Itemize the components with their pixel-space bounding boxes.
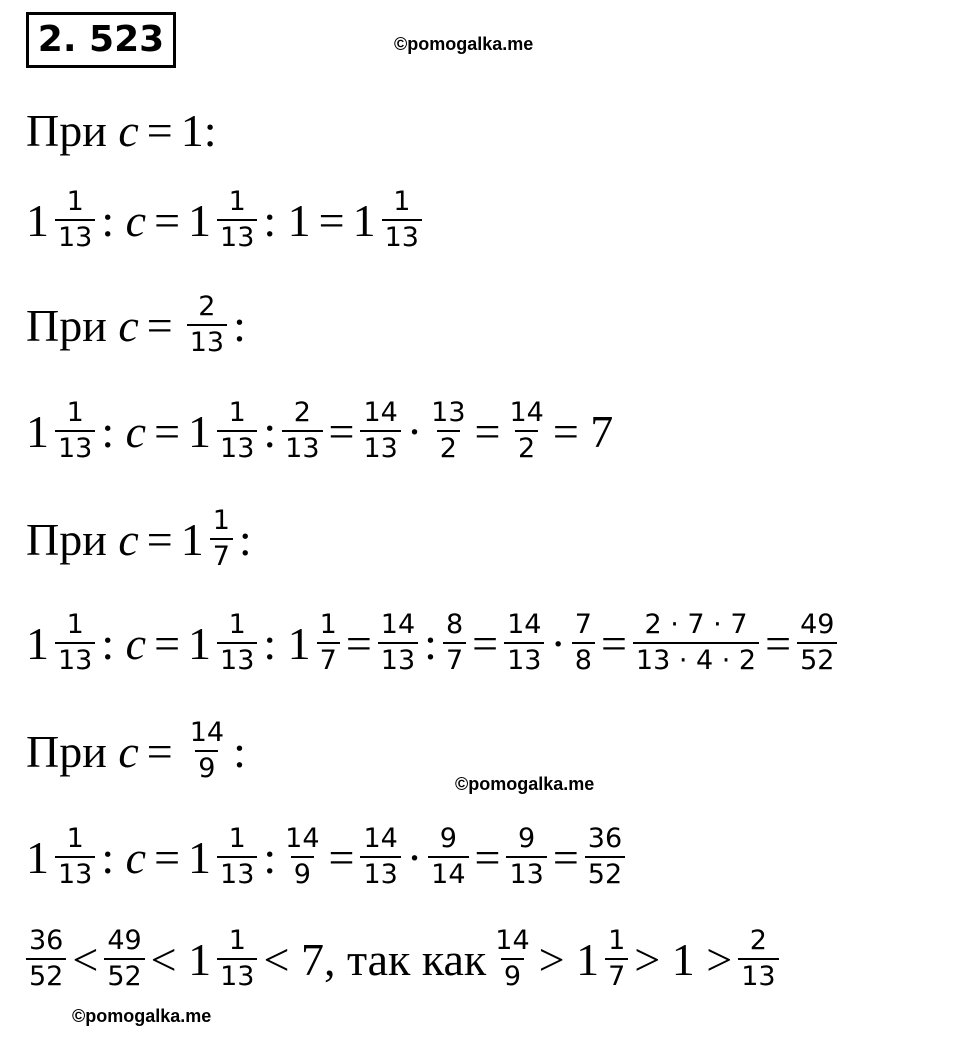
denominator: 52: [585, 856, 625, 892]
numerator: 1: [66, 397, 84, 428]
op-gt: >: [634, 933, 661, 985]
denominator: 13: [217, 430, 257, 466]
var-c: c: [118, 105, 139, 156]
op-colon: :: [424, 617, 437, 669]
var-c: c: [118, 725, 139, 777]
denominator: 13: [217, 219, 257, 255]
fraction: [55, 185, 95, 255]
numerator: 1: [228, 186, 246, 217]
op-cdot: ·: [406, 405, 423, 457]
op-lt: <: [263, 933, 290, 985]
op-lt: <: [150, 933, 177, 985]
condition-4: [26, 716, 246, 786]
denominator: 8: [572, 642, 595, 678]
fraction: [428, 822, 468, 892]
whole-one: 1: [188, 831, 212, 883]
numerator: 1: [66, 823, 84, 854]
whole-one: 1: [188, 617, 212, 669]
denominator: 7: [443, 642, 466, 678]
numerator: 2: [749, 925, 767, 956]
fraction: [504, 608, 544, 678]
denominator: 52: [26, 958, 66, 994]
op-colon: :: [263, 194, 277, 246]
numerator: 36: [587, 823, 623, 854]
op-colon: :: [233, 299, 246, 351]
fraction: [187, 290, 227, 360]
op-colon: :: [101, 617, 115, 669]
numerator: 1: [212, 505, 230, 536]
numerator: 14: [189, 717, 225, 748]
denominator: 14: [428, 856, 468, 892]
numerator: 14: [507, 609, 542, 640]
num-seven: 7: [300, 933, 324, 985]
equation-1: [26, 185, 428, 255]
denominator: 13: [282, 430, 322, 466]
condition-3: [26, 504, 252, 574]
numerator: 2: [198, 291, 216, 322]
word-pri: При: [26, 105, 107, 156]
fraction: [360, 822, 400, 892]
fraction: [217, 924, 257, 994]
numerator: 14: [380, 609, 416, 640]
whole-one: 1: [188, 405, 212, 457]
denominator: 7: [317, 642, 340, 678]
fraction: [443, 608, 466, 678]
op-eq: =: [146, 105, 173, 156]
whole-one: 1: [26, 405, 49, 457]
fraction: [282, 396, 322, 466]
op-colon: :: [238, 513, 252, 565]
fraction: [26, 924, 66, 994]
whole-one: 1: [26, 617, 49, 669]
whole-one: 1: [188, 933, 212, 985]
op-colon: :: [233, 725, 246, 777]
equation-4: [26, 822, 631, 892]
numerator: 1: [319, 609, 337, 640]
numerator: 14: [363, 823, 398, 854]
fraction: [506, 396, 546, 466]
fraction: [428, 396, 468, 466]
fraction: [55, 396, 95, 466]
equation-3: [26, 608, 843, 678]
fraction: [506, 822, 546, 892]
op-eq: =: [154, 831, 181, 883]
watermark-top: ©pomogalka.me: [394, 34, 534, 54]
op-cdot: ·: [550, 617, 566, 669]
var-c: c: [118, 513, 139, 565]
denominator: 13: [360, 856, 400, 892]
fraction: [317, 608, 340, 678]
numerator: 1: [228, 823, 246, 854]
whole-one: 1: [180, 513, 204, 565]
op-colon: :: [263, 831, 277, 883]
denominator: 13: [738, 958, 778, 994]
numerator: 8: [445, 609, 464, 640]
numerator: 14: [495, 925, 530, 956]
op-eq: =: [328, 405, 355, 457]
fraction: [55, 822, 95, 892]
op-lt: <: [72, 933, 99, 985]
fraction: [187, 716, 227, 786]
op-eq: =: [318, 194, 345, 246]
op-colon: :: [101, 194, 115, 246]
numerator: 1: [608, 925, 626, 956]
op-cdot: ·: [406, 831, 423, 883]
op-colon: :: [101, 831, 115, 883]
denominator: 52: [104, 958, 144, 994]
fraction: [55, 608, 95, 678]
word-pri: При: [26, 725, 107, 777]
fraction: [104, 924, 144, 994]
denominator: 13: [217, 642, 257, 678]
fraction: [217, 822, 257, 892]
var-c: c: [125, 831, 147, 883]
denominator: 13: [55, 219, 95, 255]
denominator: 2: [437, 430, 460, 466]
fraction: [738, 924, 778, 994]
op-eq: =: [472, 617, 499, 669]
watermark-middle: ©pomogalka.me: [455, 774, 595, 794]
fraction: [492, 924, 532, 994]
op-eq: =: [600, 617, 627, 669]
denominator: 13: [382, 219, 422, 255]
numerator: 14: [363, 397, 398, 428]
numerator: 1: [66, 186, 84, 217]
denominator: 2: [515, 430, 538, 466]
denominator: 13: [378, 642, 418, 678]
numerator: 14: [285, 823, 320, 854]
fraction: [797, 608, 837, 678]
op-gt: >: [706, 933, 733, 985]
denominator: 13: [504, 642, 544, 678]
numerator: 1: [393, 186, 411, 217]
fraction: [210, 504, 233, 574]
op-eq: =: [154, 617, 181, 669]
op-eq: =: [328, 831, 355, 883]
denominator: 13 · 4 · 2: [633, 642, 759, 678]
denominator: 7: [605, 958, 628, 994]
op-eq: =: [345, 617, 372, 669]
whole-one: 1: [576, 933, 600, 985]
numerator: 7: [574, 609, 592, 640]
numerator: 14: [509, 397, 544, 428]
op-eq: =: [474, 831, 501, 883]
denominator: 13: [217, 958, 257, 994]
denominator: 9: [291, 856, 314, 892]
fraction: [572, 608, 595, 678]
fraction: [217, 608, 257, 678]
numerator: 49: [800, 609, 835, 640]
numerator: 13: [431, 397, 466, 428]
comparison: [20, 924, 785, 994]
fraction: [378, 608, 418, 678]
fraction: [585, 822, 625, 892]
op-eq: =: [474, 405, 501, 457]
var-c: c: [125, 194, 147, 246]
numerator: 1: [228, 925, 246, 956]
op-eq: =: [154, 194, 181, 246]
op-colon: :: [263, 405, 277, 457]
numerator: 9: [518, 823, 536, 854]
numerator: 1: [66, 609, 84, 640]
op-gt: >: [538, 933, 565, 985]
result-seven: 7: [590, 405, 614, 457]
fraction: [217, 396, 257, 466]
denominator: 13: [187, 324, 227, 360]
denominator: 13: [55, 642, 95, 678]
op-colon: :: [203, 105, 217, 156]
whole-one: 1: [26, 831, 49, 883]
denominator: 9: [195, 750, 218, 786]
numerator: 1: [228, 397, 246, 428]
whole-one: 1: [26, 194, 49, 246]
numerator: 49: [107, 925, 142, 956]
fraction: [605, 924, 628, 994]
whole-one: 1: [287, 617, 311, 669]
fraction: [382, 185, 422, 255]
num-one: 1: [671, 933, 695, 985]
op-eq: =: [765, 617, 792, 669]
equation-2: [26, 396, 613, 466]
op-eq: =: [146, 513, 173, 565]
op-eq: =: [146, 299, 173, 351]
denominator: 52: [797, 642, 837, 678]
num-one: 1: [180, 105, 204, 156]
op-eq: =: [552, 405, 579, 457]
denominator: 13: [360, 430, 400, 466]
denominator: 9: [501, 958, 524, 994]
numerator: 2 · 7 · 7: [644, 609, 748, 640]
op-colon: :: [101, 405, 115, 457]
var-c: c: [125, 617, 147, 669]
fraction: [282, 822, 322, 892]
problem-number: 2. 523: [26, 12, 176, 68]
whole-one: 1: [352, 194, 376, 246]
var-c: c: [118, 299, 139, 351]
numerator: 2: [293, 397, 311, 428]
word-pri: При: [26, 299, 107, 351]
denominator: 13: [506, 856, 546, 892]
denominator: 13: [55, 430, 95, 466]
op-eq: =: [552, 831, 579, 883]
condition-2: [26, 290, 246, 360]
var-c: c: [125, 405, 147, 457]
numerator: 9: [439, 823, 457, 854]
word-pri: При: [26, 513, 107, 565]
denominator: 13: [217, 856, 257, 892]
num-one: 1: [287, 194, 311, 246]
op-colon: :: [263, 617, 277, 669]
op-eq: =: [146, 725, 173, 777]
denominator: 7: [210, 538, 233, 574]
op-eq: =: [154, 405, 181, 457]
fraction: [217, 185, 257, 255]
condition-1: [26, 104, 217, 157]
text-tak-kak: , так как: [323, 933, 487, 985]
whole-one: 1: [188, 194, 212, 246]
numerator: 1: [228, 609, 246, 640]
numerator: 36: [29, 925, 64, 956]
watermark-bottom: ©pomogalka.me: [72, 1006, 212, 1026]
fraction: [633, 608, 759, 678]
fraction: [360, 396, 400, 466]
denominator: 13: [55, 856, 95, 892]
